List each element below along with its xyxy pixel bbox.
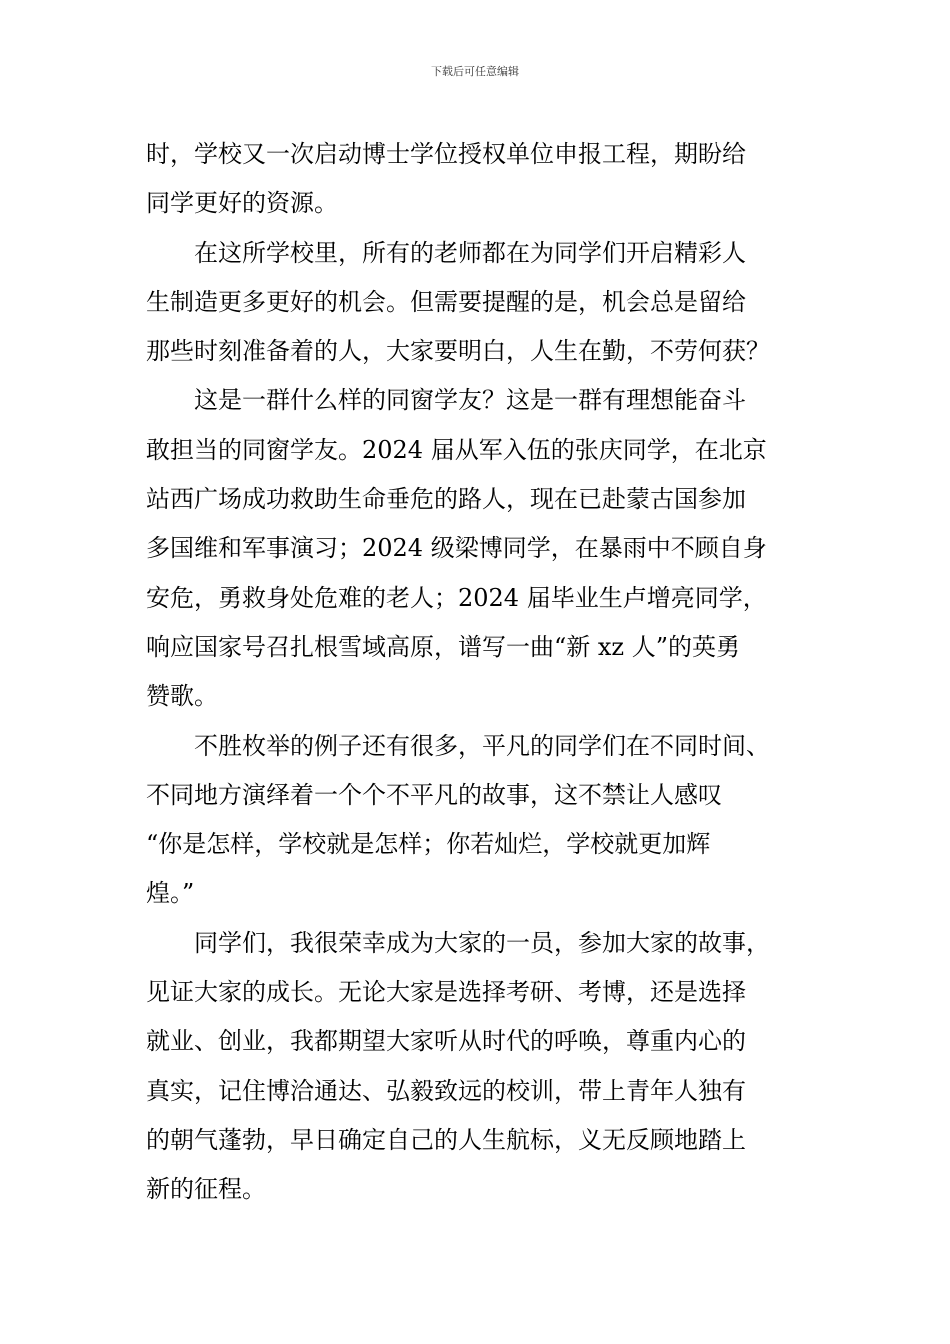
text-line: 不胜枚举的例子还有很多，平凡的同学们在不同时间、 bbox=[194, 731, 770, 760]
text-line: 见证大家的成长。无论大家是选择考研、考博，还是选择 bbox=[146, 978, 746, 1007]
text-line: 安危，勇救身处危难的老人；2024 届毕业生卢增亮同学， bbox=[146, 583, 767, 612]
paragraph-4 bbox=[146, 722, 808, 919]
paragraph-3 bbox=[146, 376, 808, 721]
text-line: 真实，记住博洽通达、弘毅致远的校训，带上青年人独有 bbox=[146, 1076, 746, 1105]
text-line: 在这所学校里，所有的老师都在为同学们开启精彩人 bbox=[194, 238, 746, 267]
page-header: 下载后可任意编辑 bbox=[431, 65, 519, 78]
paragraph-2 bbox=[146, 229, 808, 377]
text-line: 同学们，我很荣幸成为大家的一员，参加大家的故事， bbox=[194, 928, 770, 957]
text-line: 就业、创业，我都期望大家听从时代的呼唤，尊重内心的 bbox=[146, 1027, 746, 1056]
text-line: 煌。” bbox=[146, 879, 195, 908]
text-line: 站西广场成功救助生命垂危的路人，现在已赴蒙古国参加 bbox=[146, 485, 746, 514]
text-line: “你是怎样，学校就是怎样；你若灿烂，学校就更加辉 bbox=[146, 830, 711, 859]
text-line: 那些时刻准备着的人，大家要明白，人生在勤，不劳何获？ bbox=[146, 337, 770, 366]
text-line: 多国维和军事演习；2024 级梁博同学，在暴雨中不顾自身 bbox=[146, 534, 767, 563]
text-line: 不同地方演绎着一个个不平凡的故事，这不禁让人感叹 bbox=[146, 780, 722, 809]
text-line: 敢担当的同窗学友。2024 届从军入伍的张庆同学，在北京 bbox=[146, 435, 767, 464]
text-line: 同学更好的资源。 bbox=[146, 189, 338, 218]
paragraph-5 bbox=[146, 919, 808, 1215]
paragraph-1 bbox=[146, 130, 808, 229]
text-line: 的朝气蓬勃，早日确定自己的人生航标，义无反顾地踏上 bbox=[146, 1125, 746, 1154]
text-line: 时，学校又一次启动博士学位授权单位申报工程，期盼给 bbox=[146, 140, 746, 168]
text-line: 赞歌。 bbox=[146, 682, 218, 711]
text-line: 响应国家号召扎根雪域高原，谱写一曲“新 xz 人”的英勇 bbox=[146, 632, 740, 661]
document-body bbox=[146, 130, 808, 1215]
text-line: 生制造更多更好的机会。但需要提醒的是，机会总是留给 bbox=[146, 287, 746, 316]
text-line: 新的征程。 bbox=[146, 1175, 266, 1204]
text-line: 这是一群什么样的同窗学友？这是一群有理想能奋斗 bbox=[194, 386, 746, 415]
